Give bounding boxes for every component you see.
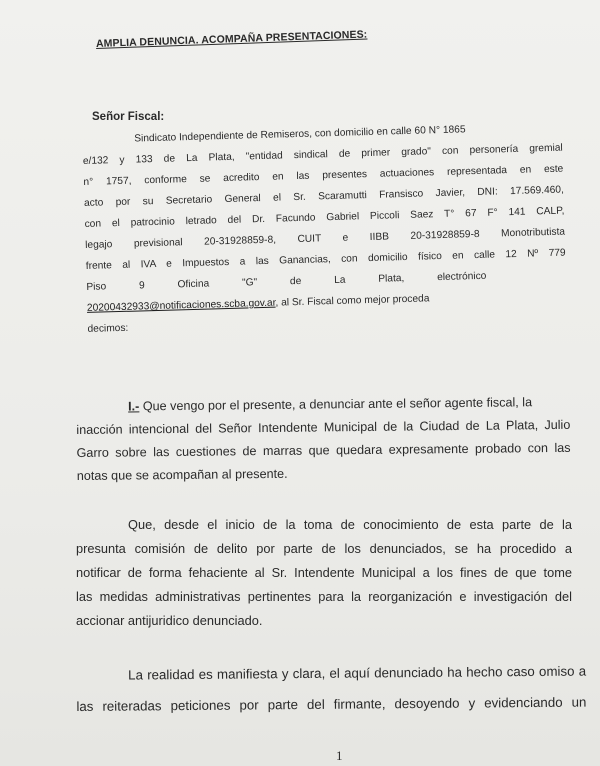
- text-line: frente al IVA e Impuestos a las Ganancias, con domicilio físico en calle 12 Nº 779: [85, 247, 566, 272]
- text-line: acto por su Secretario General el Sr. Scaramutti Fransisco Javier, DNI: 17.569.460,: [83, 184, 565, 209]
- text-line: decimos:: [87, 322, 129, 335]
- section-i: [76, 391, 571, 488]
- text-line: Piso 9 Oficina "G" de La Plata, electrónico: [86, 270, 487, 293]
- email-link[interactable]: 20200432933@notificaciones.scba.gov.ar: [86, 297, 276, 314]
- text-line: Que, desde el inicio de la toma de conocimiento de esta parte de la: [128, 517, 572, 532]
- text-line: las reiteradas peticiones por parte del firmante, desoyendo y evidenciando un: [76, 694, 587, 714]
- text-fragment: Que vengo por el presente, a denunciar ante el señor agente fiscal, la: [142, 395, 533, 414]
- text-line: legajo previsional 20-31928859-8, CUIT e IIBB 20-31928859-8 Monotributista: [85, 226, 566, 251]
- paragraph-reality: [76, 656, 587, 722]
- paragraph-identification: [82, 117, 568, 340]
- text-line: inacción intencional del Señor Intendente Municipal de la Ciudad de La Plata, Julio: [76, 417, 571, 437]
- text-line: presunta comisión de delito por parte de los denunciados, se ha procedido a: [76, 541, 572, 556]
- text-line: e/132 y 133 de La Plata, "entidad sindical de primer grado" con personería gremial: [82, 142, 563, 167]
- page-number: 1: [336, 748, 343, 763]
- text-line: n° 1757, conforme se acredito en las presentes actuaciones representada en este: [83, 163, 564, 188]
- salutation: Señor Fiscal:: [92, 111, 165, 123]
- text-fragment: , al Sr. Fiscal como mejor proceda: [275, 293, 430, 309]
- paragraph-notification: [76, 513, 572, 633]
- text-line: La realidad es manifiesta y clara, el aquí denunciado ha hecho caso omiso a: [128, 663, 587, 683]
- section-marker: I.-: [128, 399, 140, 414]
- text-line: con el patrocinio letrado del Dr. Facundo Gabriel Piccoli Saez T° 67 F° 141 CALP,: [84, 205, 565, 230]
- text-line: Garro sobre las cuestiones de marras que quedara expresamente probado con las: [76, 440, 571, 460]
- text-line: las medidas administrativas pertinentes para la reorganización e investigación del: [76, 589, 572, 604]
- text-line: Sindicato Independiente de Remiseros, con domicilio en calle 60 N° 1865: [134, 124, 466, 145]
- text-line: accionar antijuridico denunciado.: [76, 613, 263, 628]
- text-line: notas que se acompañan al presente.: [76, 466, 288, 483]
- text-line: notificar de forma fehaciente al Sr. Intendente Municipal a los fines de que tome: [76, 565, 572, 580]
- document-title: AMPLIA DENUNCIA. ACOMPAÑA PRESENTACIONES:: [95, 28, 368, 50]
